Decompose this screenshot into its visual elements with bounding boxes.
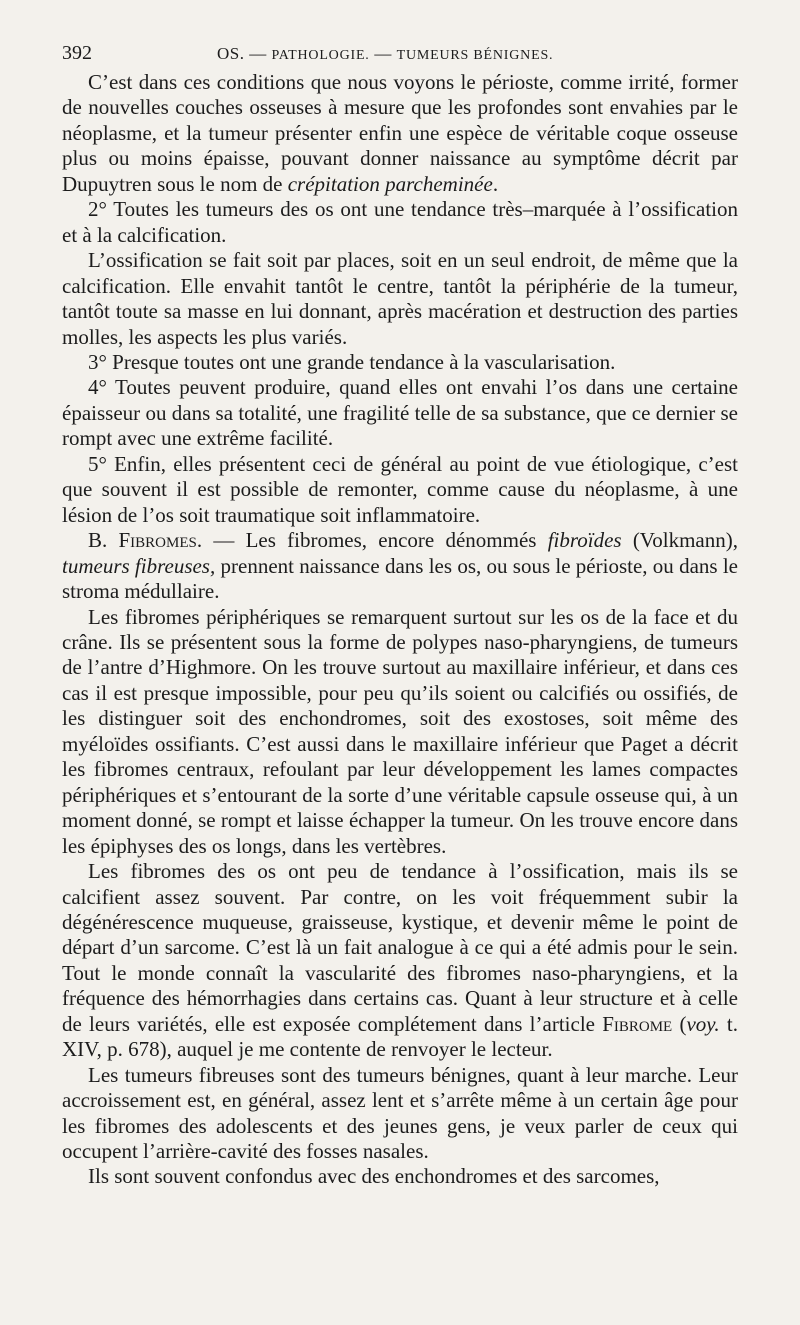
running-head-separator: — xyxy=(369,44,397,63)
paragraph-10: Les tumeurs fibreuses sont des tumeurs bénignes, quant à leur marche. Leur accroissement est, en général, assez lent et s’arrête même à un certain âge pour les fibromes des adolescents et des jeunes gens, je veux parler de ceux qui occupent l’arrière-cavité des fosses nasales. xyxy=(62,1062,738,1164)
italic-term: voy. xyxy=(686,1011,720,1036)
paragraph-6: 5° Enfin, elles présentent ceci de général au point de vue étiologique, c’est que souvent il est possible de remonter, comme cause du néoplasme, à une lésion de l’os soit traumatique soit inflammatoire. xyxy=(62,451,738,527)
paragraph-text: prennent naissance dans les os, ou sous le périoste, ou dans le stroma médullaire. xyxy=(62,553,738,604)
running-head-part1: PATHOLOGIE. xyxy=(271,48,370,63)
italic-term: crépitation parcheminée xyxy=(287,171,493,196)
section-letter: B. xyxy=(88,528,119,553)
paragraph-9 xyxy=(62,859,738,1063)
paragraph-3: L’ossification se fait soit par places, soit en un seul endroit, de même que la calcification. Elle envahit tantôt le centre, tantôt la périphérie de la tumeur, tantôt toute sa masse en lui donnant, après macération et destruction des parties molles, les aspects les plus variés. xyxy=(62,248,738,349)
paragraph-text: ( xyxy=(672,1011,687,1036)
italic-term: tumeurs fibreuses, xyxy=(62,553,216,578)
section-heading: Fibromes xyxy=(118,528,197,553)
paragraph-text: . — Les fibromes, encore dénommés xyxy=(196,528,548,553)
paragraph-8: Les fibromes périphériques se remarquent surtout sur les os de la face et du crâne. Ils se présentent sous la forme de polypes naso-pharyngiens, de tumeurs de l’antre d’Highmore. On les trouve surtout au maxillaire inférieur, et dans ces cas il est presque impossible, pour peu qu’ils soient ou calcifiés ou ossifiés, de les distinguer soit des enchondromes, soit des exostoses, soit même des myéloïdes ossifiants. C’est aussi dans le maxillaire inférieur que Paget a décrit les fibromes centraux, refoulant par leur développement les lames compactes périphériques et s’entourant de la sorte d’une véritable capsule osseuse qui, à un moment donné, se rompt et laisse échapper la tumeur. On les trouve encore dans les épiphyses des os longs, dans les vertèbres. xyxy=(62,604,738,858)
paragraph-5: 4° Toutes peuvent produire, quand elles ont envahi l’os dans une certaine épaisseur ou dans sa totalité, une fragilité telle de sa substance, que ce dernier se rompt avec une extrême facilité. xyxy=(62,375,738,451)
running-head-separator: — xyxy=(244,44,272,63)
running-head-part2: TUMEURS BÉNIGNES. xyxy=(396,48,554,63)
paragraph-7 xyxy=(62,528,738,604)
paragraph-text: (Volkmann), xyxy=(621,528,738,553)
italic-term: fibroïdes xyxy=(547,528,622,553)
paragraph-text: Les fibromes des os ont peu de tendance à l’ossification, mais ils se calcifient assez souvent. Par contre, on les voit fréquemment subir la dégénérescence muqueuse, graisseuse, kystique, et devenir même le point de départ d’un sarcome. C’est là un fait analogue à ce qui a été admis pour le sein. Tout le monde connaît la vascularité des fibromes naso-pharyngiens, et la fréquence des hémorrhagies dans certains cas. Quant à leur structure et à celle de leurs variétés, elle est exposée complétement dans l’article xyxy=(62,859,738,1036)
paragraph-2: 2° Toutes les tumeurs des os ont une tendance très–marquée à l’ossification et à la calcification. xyxy=(62,197,738,247)
body-text xyxy=(62,70,738,1190)
paragraph-text: . xyxy=(492,171,499,196)
running-head-os: OS. xyxy=(217,44,245,63)
paragraph-text: C’est dans ces conditions que nous voyons le périoste, comme irrité, former de nouvelles couches osseuses à mesure que les profondes sont envahies par le néoplasme, et la tumeur présenter enfin une espèce de véritable coque osseuse plus ou moins épaisse, pouvant donner naissance au symptôme décrit par Dupuytren sous le nom de xyxy=(62,70,738,196)
cross-reference: Fibrome xyxy=(602,1011,673,1036)
paragraph-4: 3° Presque toutes ont une grande tendance à la vascularisation. xyxy=(88,349,616,374)
paragraph-1 xyxy=(62,70,738,197)
running-head xyxy=(217,44,553,64)
paragraph-text: t. XIV, p. 678), auquel je me contente de renvoyer le lecteur. xyxy=(62,1011,738,1062)
page-number: 392 xyxy=(62,42,92,64)
paragraph-11: Ils sont souvent confondus avec des enchondromes et des sarcomes, xyxy=(88,1164,660,1189)
page-header xyxy=(62,42,738,68)
